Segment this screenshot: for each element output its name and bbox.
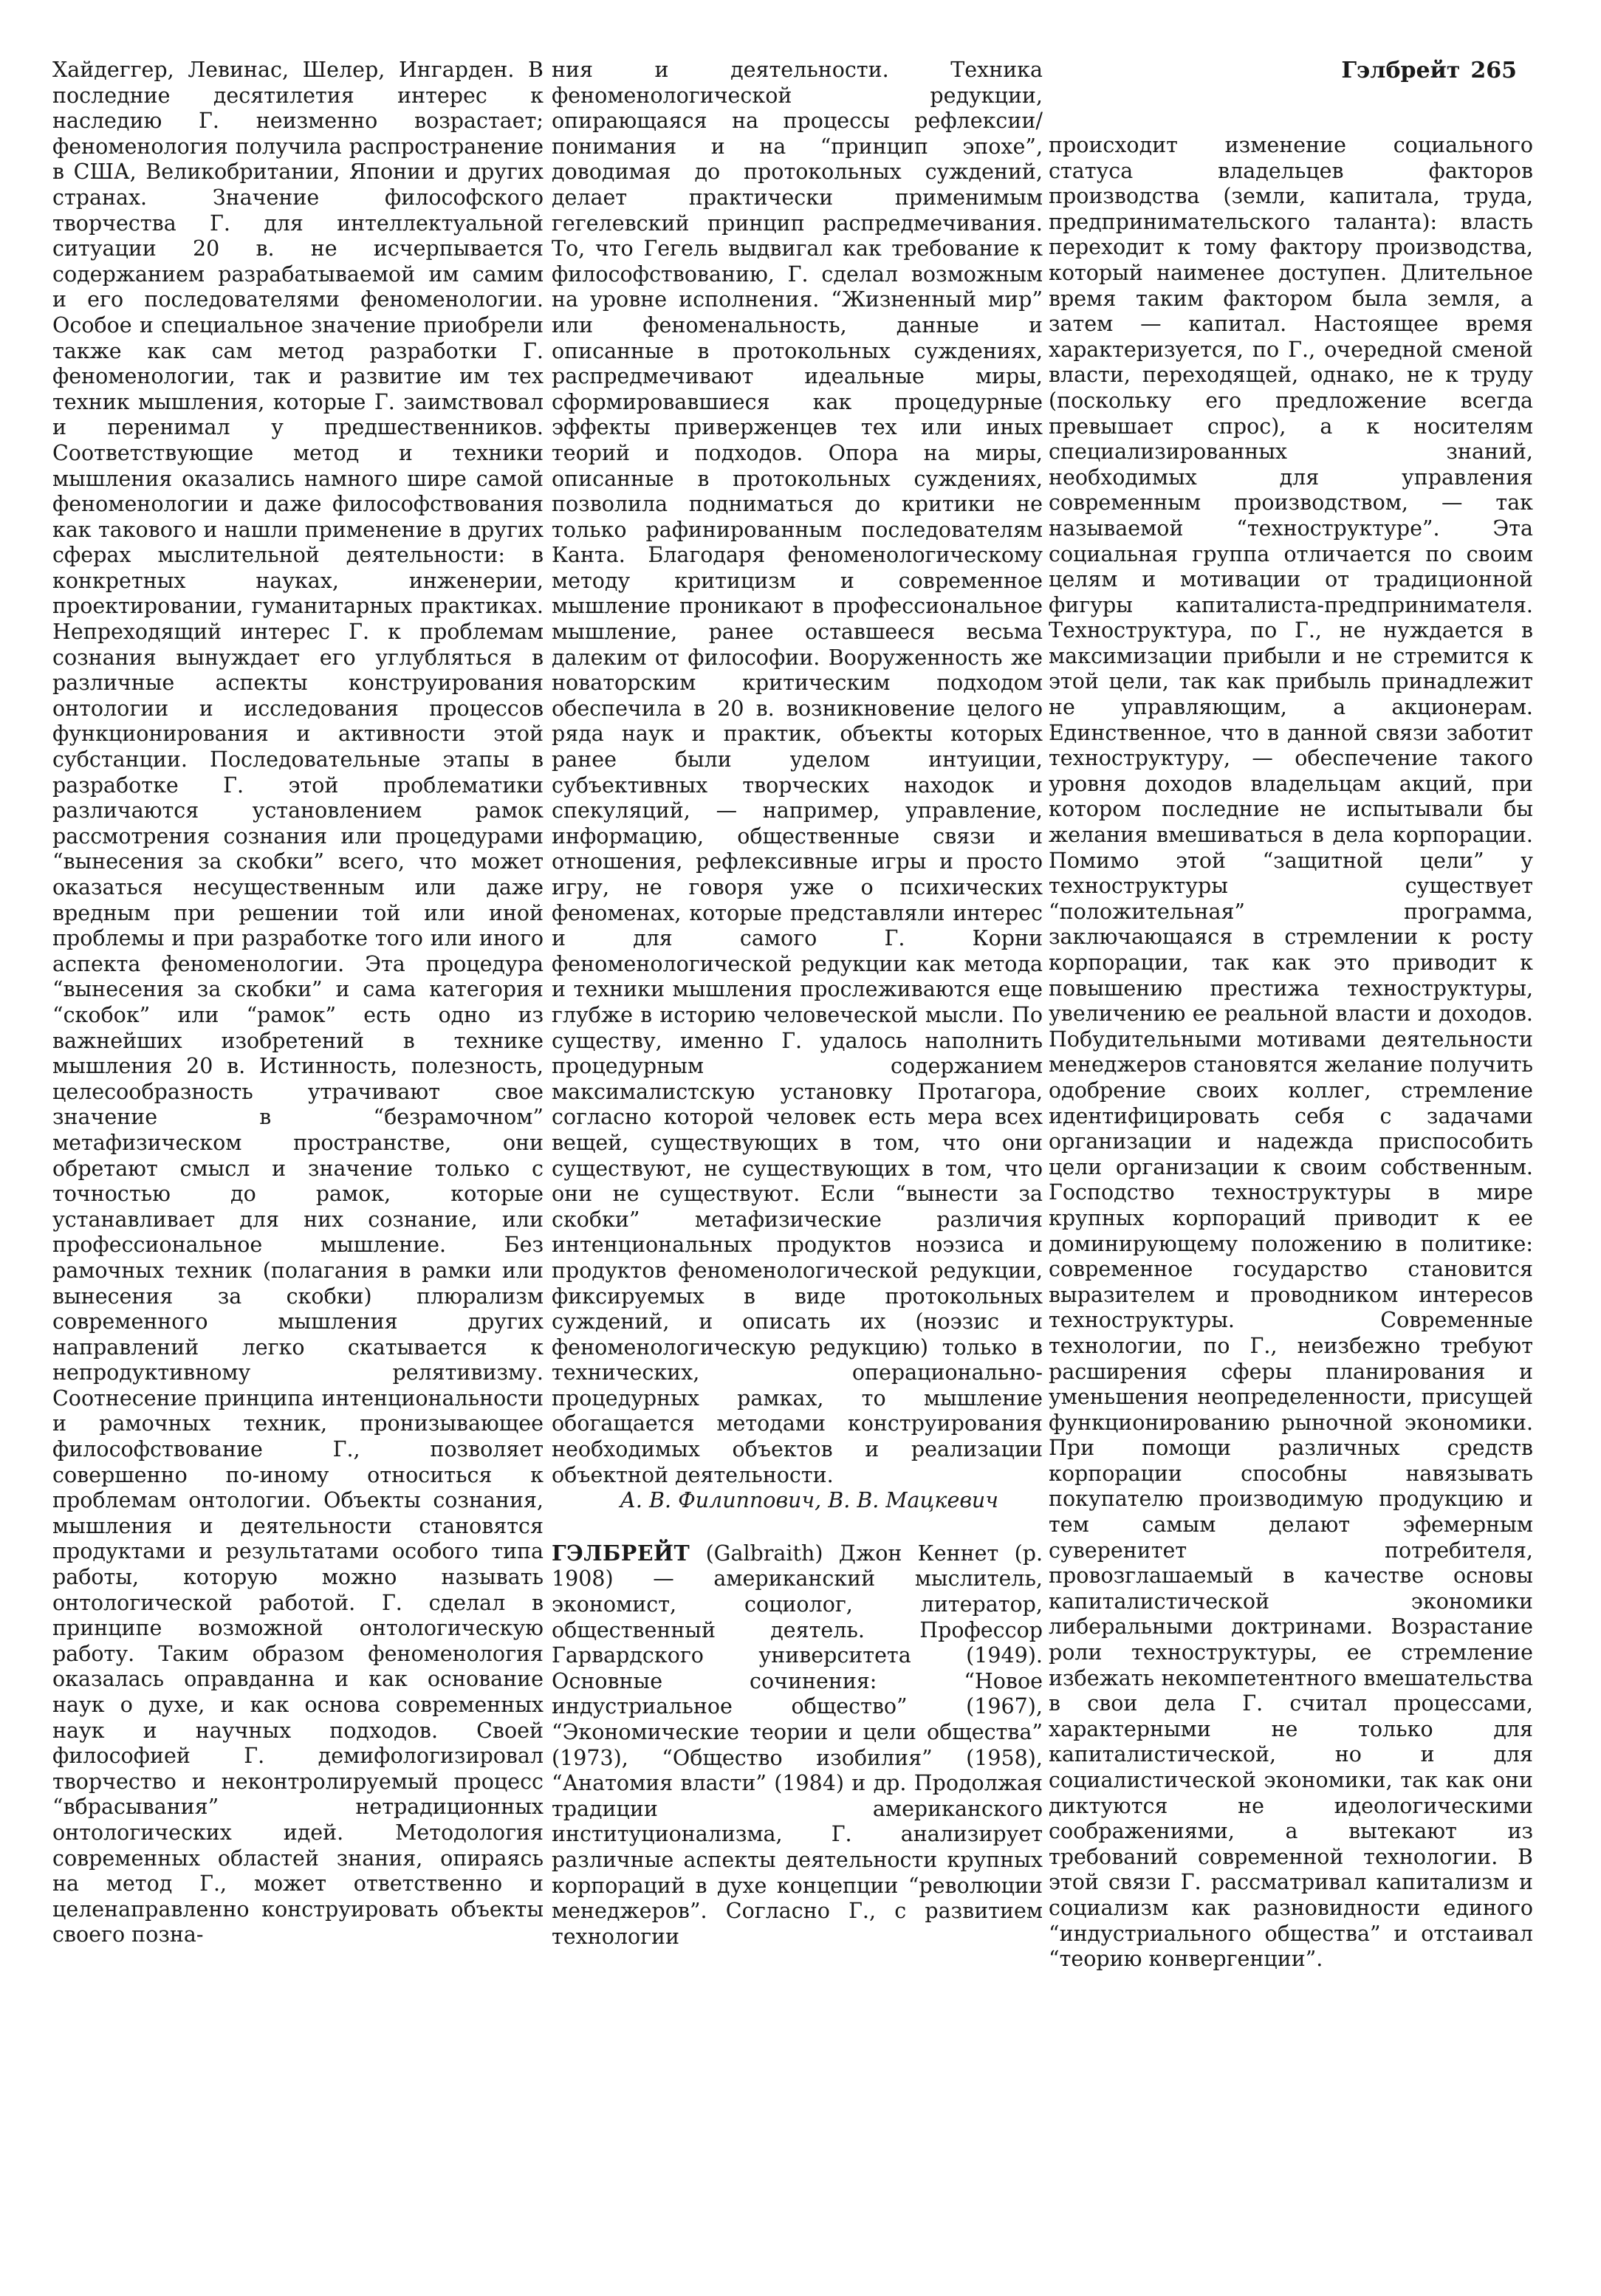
text-column-middle: [552, 58, 1043, 1950]
article-galbraith-intro: [552, 1541, 1043, 1950]
running-head: [1341, 58, 1517, 83]
body-text: происходит изменение социального статуса владельцев факторов производства (земли, капитала, труда, предпринимательского таланта): власть переходит к тому фактору производства, который наименее доступен. Длительное время таким фактором была земля, а затем — капитал. Настоящее время характеризуется, по Г., очередной сменой власти, переходящей, однако, не к труду (поскольку его предложение всегда превышает спрос), а к носителям специализированных знаний, необходимых для управления современным производством, — так называемой “техноструктуре”. Эта социальная группа отличается по своим целям и мотивации от традиционной фигуры капиталиста-предпринимателя. Техноструктура, по Г., не нуждается в максимизации прибыли и не стремится к этой цели, так как прибыль принадлежит не управляющим, а акционерам. Единственное, что в данной связи заботит техноструктуру, — обеспечение такого уровня доходов владельцам акций, при котором последние не испытывали бы желания вмешиваться в дела корпорации. Помимо этой “защитной цели” у техноструктуры существует “положительная” программа, заключающаяся в стремлении к росту корпорации, так как это приводит к повышению престижа техноструктуры, увеличению ее реальной власти и доходов. Побудительными мотивами деятельности менеджеров становятся желание получить одобрение своих коллег, стремление идентифицировать себя с задачами организации и надежда приспособить цели организации к своим собственным. Господство техноструктуры в мире крупных корпораций приводит к ее доминирующему положению в политике: современное государство становится выразителем и проводником интересов техноструктуры. Современные технологии, по Г., неизбежно требуют расширения сферы планирования и уменьшения неопределенности, присущей функционированию рыночной экономики. При помощи различных средств корпорации способны навязывать покупателю производимую продукцию и тем самым делают эфемерным суверенитет потребителя, провозглашаемый в качестве основы капиталистической экономики либеральными доктринами. Возрастание роли техноструктуры, ее стремление избежать некомпетентного вмешательства в свои дела Г. считал процессами, характерными не только для капиталистической, но и для социалистической экономики, так как они диктуются не идеологическими соображениями, а вытекают из требований современной технологии. В этой связи Г. рассматривал капитализм и социализм как разновидности единого “индустриального общества” и отстаивал “теорию конвергенции”.: [1049, 133, 1533, 1972]
text-column-right: [1049, 133, 1533, 1973]
running-head-title: Гэлбрейт: [1341, 58, 1461, 83]
text-column-left: [52, 58, 544, 1948]
article-intro-text: (Galbraith) Джон Кеннет (р. 1908) — американский мыслитель, экономист, социолог, литератор, общественный деятель. Профессор Гарвардского университета (1949). Основные сочинения: “Новое индустриальное общество” (1967), “Экономические теории и цели общества” (1973), “Общество изобилия” (1958), “Анатомия власти” (1984) и др. Продолжая традиции американского институционализма, Г. анализирует различные аспекты деятельности крупных корпораций в духе концепции “революции менеджеров”. Согласно Г., с развитием технологии: [552, 1541, 1043, 1949]
body-text: ния и деятельности. Техника феноменологической редукции, опирающаяся на процессы рефлексии/понимания и на “принцип эпохе”, доводимая до протокольных суждений, делает практически применимым гегелевский принцип распредмечивания. То, что Гегель выдвигал как требование к философствованию, Г. сделал возможным на уровне исполнения. “Жизненный мир” или феноменальность, данные и описанные в протокольных суждениях, распредмечивают идеальные миры, сформировавшиеся как процедурные эффекты приверженцев тех или иных теорий и подходов. Опора на миры, описанные в протокольных суждениях, позволила подниматься до критики не только рафинированным последователям Канта. Благодаря феноменологическому методу критицизм и современное мышление проникают в профессиональное мышление, ранее оставшееся весьма далеким от философии. Вооруженность же новаторским критическим подходом обеспечила в 20 в. возникновение целого ряда наук и практик, объекты которых ранее были уделом интуиции, субъективных творческих находок и спекуляций, — например, управление, информацию, общественные связи и отношения, рефлексивные игры и просто игру, не говоря уже о психических феноменах, которые представляли интерес и для самого Г. Корни феноменологической редукции как метода и техники мышления прослеживаются еще глубже в историю человеческой мысли. По существу, именно Г. удалось наполнить процедурным содержанием максималистскую установку Протагора, согласно которой человек есть мера всех вещей, существующих в том, что они существуют, не существующих в том, что они не существуют. Если “вынести за скобки” метафизические различия интенциональных продуктов ноэзиса и продуктов феноменологической редукции, фиксируемых в виде протокольных суждений, и описать их (ноэзис и феноменологическую редукцию) только в технических, операционально-процедурных рамках, то мышление обогащается методами конструирования необходимых объектов и реализации объектной деятельности.: [552, 58, 1043, 1487]
page-number: 265: [1470, 58, 1517, 83]
author-signature: А. В. Филиппович, В. В. Мацкевич: [620, 1488, 998, 1513]
headword: ГЭЛБРЕЙТ: [552, 1540, 690, 1566]
body-text: Хайдеггер, Левинас, Шелер, Ингарден. В последние десятилетия интерес к наследию Г. неизменно возрастает; феноменология получила распространение в США, Великобритании, Японии и других странах. Значение философского творчества Г. для интеллектуальной ситуации 20 в. не исчерпывается содержанием разрабатываемой им самим и его последователями феноменологии. Особое и специальное значение приобрели также как сам метод разработки Г. феноменологии, так и развитие им тех техник мышления, которые Г. заимствовал и перенимал у предшественников. Соответствующие метод и техники мышления оказались намного шире самой феноменологии и даже философствования как такового и нашли применение в других сферах мыслительной деятельности: в конкретных науках, инженерии, проектировании, гуманитарных практиках. Непреходящий интерес Г. к проблемам сознания вынуждает его углубляться в различные аспекты конструирования онтологии и исследования процессов функционирования и активности этой субстанции. Последовательные этапы в разработке Г. этой проблематики различаются установлением рамок рассмотрения сознания или процедурами “вынесения за скобки” всего, что может оказаться несущественным или даже вредным при решении той или иной проблемы и при разработке того или иного аспекта феноменологии. Эта процедура “вынесения за скобки” и сама категория “скобок” или “рамок” есть одно из важнейших изобретений в технике мышления 20 в. Истинность, полезность, целесообразность утрачивают свое значение в “безрамочном” метафизическом пространстве, они обретают смысл и значение только с точностью до рамок, которые устанавливает для них сознание, или профессиональное мышление. Без рамочных техник (полагания в рамки или вынесения за скобки) плюрализм современного мышления других направлений легко скатывается к непродуктивному релятивизму. Соотнесение принципа интенциональности и рамочных техник, пронизывающее философствование Г., позволяет совершенно по-иному относиться к проблемам онтологии. Объекты сознания, мышления и деятельности становятся продуктами и результатами особого типа работы, которую можно называть онтологической работой. Г. сделал в принципе возможной онтологическую работу. Таким образом феноменология оказалась оправданна и как основание наук о духе, и как основа современных наук и научных подходов. Своей философией Г. демифологизировал творчество и неконтролируемый процесс “вбрасывания” нетрадиционных онтологических идей. Методология современных областей знания, опираясь на метод Г., может ответственно и целенаправленно конструировать объекты своего позна-: [52, 58, 544, 1947]
